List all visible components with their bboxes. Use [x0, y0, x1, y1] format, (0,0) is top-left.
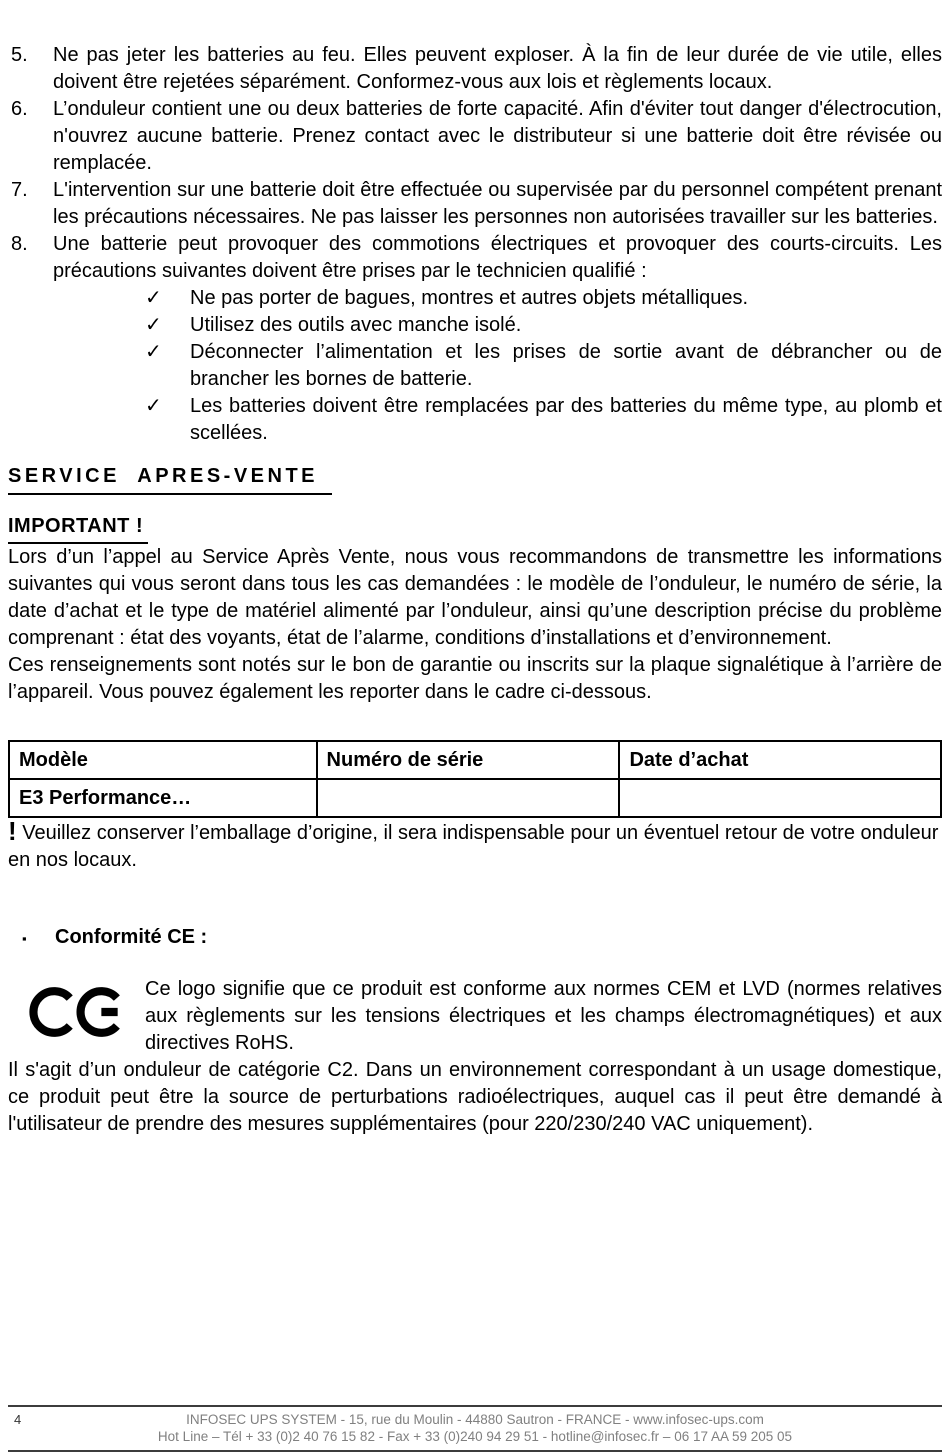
check-list-item-text: Déconnecter l’alimentation et les prises de sortie avant de débrancher ou de brancher les bornes de batterie.: [190, 341, 942, 390]
ce-description: Ce logo signifie que ce produit est conforme aux normes CEM et LVD (normes relatives aux règlements sur les tensions électriques et les champs électromagnétiques) et aux directives RoHS.: [145, 978, 942, 1054]
category-paragraph: Il s'agit d’un onduleur de catégorie C2. Dans un environnement correspondant à un usage domestique, ce produit peut être la source de perturbations radioélectriques, auquel cas il peut être demandé à l'utilisateur de prendre des mesures supplémentaires (pour 220/230/240 VAC uniquement).: [8, 1059, 942, 1135]
page-number: 4: [14, 1412, 22, 1427]
table-cell-purchase-date: [619, 779, 941, 817]
check-list-item-text: Utilisez des outils avec manche isolé.: [190, 314, 522, 336]
packaging-note-text: Veuillez conserver l’emballage d’origine, il sera indispensable pour un éventuel retour de votre onduleur en nos locaux.: [8, 822, 939, 871]
checkmark-icon: ✓: [145, 395, 162, 417]
list-item-number: 7.: [11, 179, 28, 201]
checkmark-icon: ✓: [145, 341, 162, 363]
sav-note-paragraph: Ces renseignements sont notés sur le bon de garantie ou inscrits sur la plaque signalétique à l’arrière de l’appareil. Vous pouvez également les reporter dans le cadre ci-dessous.: [8, 654, 942, 703]
footer-hotline-line: Hot Line – Tél + 33 (0)2 40 76 15 82 - Fax + 33 (0)240 94 29 51 - hotline@infosec.fr – 06 17 AA 59 205 05: [157, 1429, 793, 1444]
section-heading-service-apres-vente: [8, 463, 942, 495]
warranty-info-table: [8, 740, 942, 818]
table-header-row: [9, 741, 941, 779]
list-item-text: Ne pas jeter les batteries au feu. Elles peuvent exploser. À la fin de leur durée de vie utile, elles doivent être rejetées séparément. Conformez-vous aux lois et règlements locaux.: [53, 44, 942, 93]
ce-logo-block: [8, 976, 942, 1057]
checkmark-icon: ✓: [145, 314, 162, 336]
packaging-note: [8, 818, 942, 874]
ce-conformity-heading: [22, 924, 942, 952]
list-item: [8, 42, 942, 96]
page-footer: [8, 1405, 942, 1452]
check-list-item: [145, 393, 942, 447]
check-list-item: [145, 285, 942, 312]
list-item-number: 8.: [11, 233, 28, 255]
table-cell-serial-number: [317, 779, 620, 817]
table-header-serial-number: Numéro de série: [317, 741, 620, 779]
checkmark-icon: ✓: [145, 287, 162, 309]
check-list-item: [145, 339, 942, 393]
battery-instructions-list: [8, 42, 942, 447]
list-item-number: 5.: [11, 44, 28, 66]
important-heading-text: IMPORTANT !: [8, 513, 148, 544]
list-item-text: L'intervention sur une batterie doit être effectuée ou supervisée par du personnel compétent prenant les précautions nécessaires. Ne pas laisser les personnes non autorisées travailler sur les batteries.: [53, 179, 942, 228]
ce-conformity-label: Conformité CE :: [55, 926, 208, 948]
footer-address-line: INFOSEC UPS SYSTEM - 15, rue du Moulin - 44880 Sautron - FRANCE - www.infosec-ups.com: [186, 1412, 764, 1427]
important-heading: [8, 513, 942, 544]
section-heading-text: SERVICE APRES-VENTE: [8, 463, 332, 495]
list-item-number: 6.: [11, 98, 28, 120]
list-item: [8, 177, 942, 231]
list-item: [8, 231, 942, 285]
check-list-item-text: Les batteries doivent être remplacées par des batteries du même type, au plomb et scellées.: [190, 395, 942, 444]
list-item-text: L’onduleur contient une ou deux batteries de forte capacité. Afin d'éviter tout danger d'électrocution, n'ouvrez aucune batterie. Prenez contact avec le distributeur si une batterie doit être révisée ou remplacée.: [53, 98, 942, 174]
table-row: [9, 779, 941, 817]
table-header-model: Modèle: [9, 741, 317, 779]
list-item-text: Une batterie peut provoquer des commotions électriques et provoquer des courts-circuits. Les précautions suivantes doivent être prises par le technicien qualifié :: [53, 233, 942, 282]
check-list-item-text: Ne pas porter de bagues, montres et autres objets métalliques.: [190, 287, 749, 309]
list-item: [8, 96, 942, 177]
table-header-purchase-date: Date d’achat: [619, 741, 941, 779]
sav-info-paragraph: Lors d’un l’appel au Service Après Vente, nous vous recommandons de transmettre les informations suivantes qui vous seront dans tous les cas demandées : le modèle de l’onduleur, le numéro de série, la date d’achat et le type de matériel alimenté par l’onduleur, ainsi qu’une description précise du problème comprenant : état des voyants, état de l’alarme, conditions d’installations et d’environnement.: [8, 546, 942, 649]
ce-mark-icon: [8, 976, 145, 1057]
table-cell-model: E3 Performance…: [9, 779, 317, 817]
check-list-item: [145, 312, 942, 339]
square-bullet-icon: ▪: [22, 931, 27, 946]
exclamation-mark: !: [8, 816, 17, 846]
